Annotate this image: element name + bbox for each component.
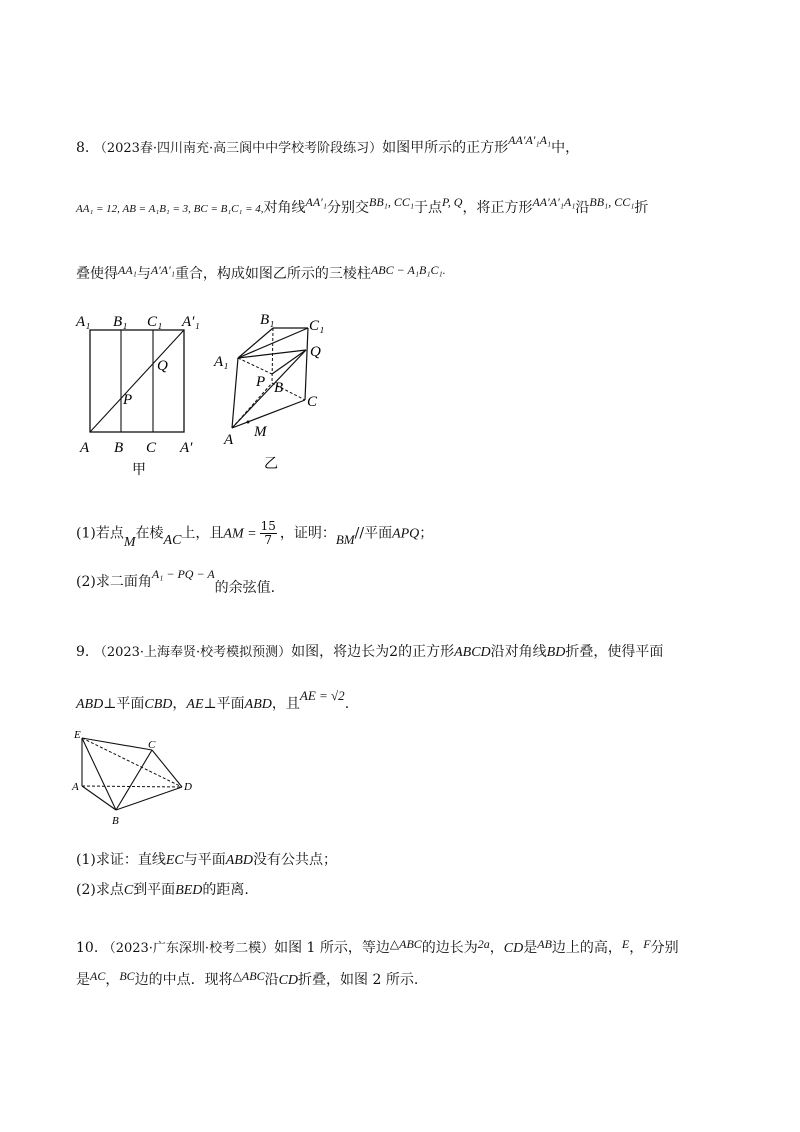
q8-prism: ABC − A₁B₁C₁.: [370, 263, 446, 277]
yi-label-P: P: [256, 374, 266, 390]
q9-part2: [76, 880, 249, 901]
q8-edges: BB₁, CC₁: [368, 195, 414, 209]
q10-f: F: [643, 937, 651, 951]
figure-jia: [70, 308, 210, 478]
q8-part1-den: 7: [264, 533, 273, 547]
q8-intro: 如图甲所示的正方形: [382, 140, 509, 156]
yi-AA1: [232, 358, 238, 428]
q9-c: C: [123, 883, 134, 898]
q10-line1-d: 是: [523, 940, 538, 956]
yi-point-M: [247, 421, 250, 424]
q9-label-E: E: [74, 729, 81, 741]
q9-AD: [82, 786, 182, 787]
q8-points-text: 于点: [414, 200, 442, 216]
jia-label-A1: A₁: [76, 314, 91, 330]
q8-part1-f: ；: [419, 525, 434, 542]
q9-label-C: C: [148, 739, 156, 751]
yi-label-C: C: [307, 394, 318, 410]
q10-line2-c: 边的中点．现将: [134, 972, 233, 988]
q9-BC: [116, 750, 152, 810]
yi-A1P: [238, 358, 272, 374]
q9-EB: [82, 738, 116, 810]
q9-part1-c: 没有公共点；: [252, 852, 337, 868]
q9-period: .: [344, 696, 350, 712]
jia-caption: 甲: [132, 463, 146, 478]
q10-source: （2023·广东深圳·校考二模）: [102, 941, 275, 956]
q10-ab: AB: [537, 937, 552, 951]
jia-label-B: B: [114, 440, 124, 456]
q10-line2: [76, 970, 418, 991]
q9-abd3: ABD: [225, 853, 253, 868]
q8-part1-m: M: [123, 534, 136, 550]
q9-bed: BED: [175, 883, 203, 898]
q9-label-A: A: [72, 781, 79, 793]
q8-number: 8.: [76, 140, 90, 156]
yi-AQ: [232, 350, 306, 428]
q9-line1-d: 折叠，使得平面: [565, 644, 664, 660]
q9-label-B: B: [112, 815, 119, 827]
q8-part1-ac: AC: [163, 532, 182, 548]
q8-cross-text: 分别交: [326, 200, 369, 216]
jia-label-Q: Q: [157, 358, 168, 374]
jia-label-P: P: [123, 392, 133, 408]
q8-source: （2023春·四川南充·高三阆中中学校考阶段练习）: [93, 141, 383, 156]
yi-AC: [232, 400, 305, 428]
q8-part1-c: 上，且: [181, 525, 224, 542]
q10-two-a: 2a: [477, 937, 490, 951]
jia-label-C1: C₁: [147, 314, 163, 330]
q10-line2-e: 折叠，如图 2 所示.: [298, 972, 419, 988]
q8-part2-a: (2)求二面角: [76, 574, 152, 590]
yi-label-A1: A₁: [214, 354, 229, 370]
q8-part1: [76, 519, 434, 550]
q9-abcd: ABCD: [454, 645, 491, 660]
yi-caption: 乙: [264, 457, 278, 472]
yi-label-M: M: [254, 424, 267, 440]
q9-source: （2023·上海奉贤·校考模拟预测）: [93, 645, 292, 660]
q8-line2: [76, 195, 649, 219]
q8-line3-b: 重合，构成如图乙所示的三棱柱: [174, 266, 371, 282]
q8-aa1: AA₁: [118, 263, 137, 277]
q9-EC: [82, 738, 152, 750]
q8-line3-a: 叠使得: [76, 266, 118, 282]
q8-part1-e: //平面: [354, 525, 393, 542]
q9-label-D: D: [184, 781, 192, 793]
q9-ED: [82, 738, 182, 787]
q10-e: E: [621, 937, 630, 951]
yi-label-B: B: [274, 380, 284, 396]
q8-fold-square: AA′A′₁A₁: [532, 195, 576, 209]
q8-along: 沿: [575, 200, 590, 216]
q10-line1-a: 如图 1 所示，等边: [274, 940, 390, 956]
q8-part1-d: ，证明：: [279, 525, 336, 542]
q9-perp2: ⊥平面: [203, 696, 245, 712]
q8-with: 与: [136, 266, 151, 282]
q10-number: 10.: [76, 940, 99, 956]
q9-ec: EC: [165, 853, 184, 868]
q9-line1: [76, 642, 663, 663]
q8-a-prime: A′A′₁: [150, 263, 175, 277]
q10-line2-d: 沿: [264, 972, 279, 988]
q10-cd: CD: [503, 941, 524, 956]
jia-diagonal: [90, 330, 184, 432]
q9-line1-a: 如图，将边长为: [291, 644, 390, 660]
jia-label-Ap: A′: [180, 440, 193, 456]
q10-line2-a: 是: [76, 972, 90, 988]
yi-A1B1: [238, 328, 273, 358]
q8-given: AA₁ = 12, AB = A₁B₁ = 3, BC = B₁C₁ = 4,: [76, 203, 264, 215]
jia-label-C: C: [146, 440, 157, 456]
q10-sep: ，: [629, 940, 644, 956]
q9-ae-eq: AE = √2: [299, 688, 345, 703]
q10-bc: BC: [119, 969, 135, 983]
q8-diag-text: 对角线: [263, 200, 306, 216]
q9-two: 2: [389, 644, 399, 660]
q8-part2-angle: A₁ − PQ − A: [151, 567, 215, 581]
q9-part2-a: (2)求点: [76, 882, 124, 898]
q9-abd: ABD: [76, 697, 104, 712]
yi-CC1: [305, 328, 308, 400]
q9-part2-b: 到平面: [133, 882, 176, 898]
q9-comma: ，: [172, 696, 187, 712]
q8-part1-apq: APQ: [392, 526, 420, 542]
yi-label-Q: Q: [310, 344, 321, 360]
q9-perp1: ⊥平面: [103, 696, 145, 712]
q8-part2: [76, 567, 276, 596]
q10-cd2: CD: [278, 973, 299, 988]
q9-number: 9.: [76, 644, 90, 660]
q8-intro-end: 中，: [551, 140, 580, 156]
q8-part1-bm: BM: [335, 531, 355, 547]
q10-tri2: △ABC: [232, 969, 265, 983]
jia-label-B1: B₁: [113, 314, 128, 330]
q8-part1-frac: [260, 520, 277, 547]
q8-fold-end: 折: [634, 200, 649, 216]
q10-line1-f: 分别: [650, 940, 679, 956]
q8-fold-text: ，将正方形: [462, 200, 533, 216]
q9-bd: BD: [546, 645, 566, 660]
q8-points: P, Q: [442, 195, 463, 209]
q10-line1: [76, 938, 679, 959]
q9-part1: [76, 850, 337, 871]
q9-line1-c: 沿对角线: [490, 644, 547, 660]
q8-part2-b: 的余弦值.: [214, 580, 276, 596]
q9-abd2: ABD: [244, 697, 272, 712]
q8-part1-am: AM =: [223, 526, 257, 542]
yi-label-A: A: [224, 432, 234, 448]
jia-label-A: A: [80, 440, 90, 456]
figure-q9: [68, 726, 208, 832]
q10-line1-e: 边上的高，: [551, 940, 622, 956]
q9-ae: AE: [186, 697, 204, 712]
yi-BB1: [272, 328, 273, 383]
q10-line1-b: 的边长为: [421, 940, 478, 956]
yi-label-B1: B₁: [260, 312, 275, 328]
q9-and: ，且: [271, 696, 300, 712]
q10-line2-b: ，: [105, 972, 120, 988]
q9-line1-b: 的正方形: [398, 644, 455, 660]
yi-label-C1: C₁: [309, 318, 325, 334]
q10-line1-c: ，: [489, 940, 504, 956]
q8-line3: [76, 264, 446, 284]
q8-fold-edges: BB₁, CC₁: [589, 195, 635, 209]
q9-cbd: CBD: [144, 697, 173, 712]
q9-part1-b: 与平面: [183, 852, 226, 868]
q9-CD: [152, 750, 182, 787]
q8-part1-b: 在棱: [135, 525, 164, 542]
q9-part2-c: 的距离.: [202, 882, 249, 898]
q10-ac: AC: [90, 969, 106, 983]
q8-part1-num: 15: [260, 519, 276, 533]
q8-diag: AA′₁: [305, 195, 327, 209]
q9-part1-a: (1)求证：直线: [76, 852, 166, 868]
jia-label-A1p: A′₁: [182, 314, 200, 330]
q10-tri: △ABC: [389, 937, 422, 951]
q9-BD: [116, 787, 182, 810]
q8-part1-a: (1)若点: [76, 525, 124, 542]
figure-yi: [210, 308, 360, 478]
q8-line1: [76, 133, 580, 159]
q8-square-name: AA′A′₁A₁: [508, 133, 552, 147]
q9-line2: [76, 688, 350, 715]
